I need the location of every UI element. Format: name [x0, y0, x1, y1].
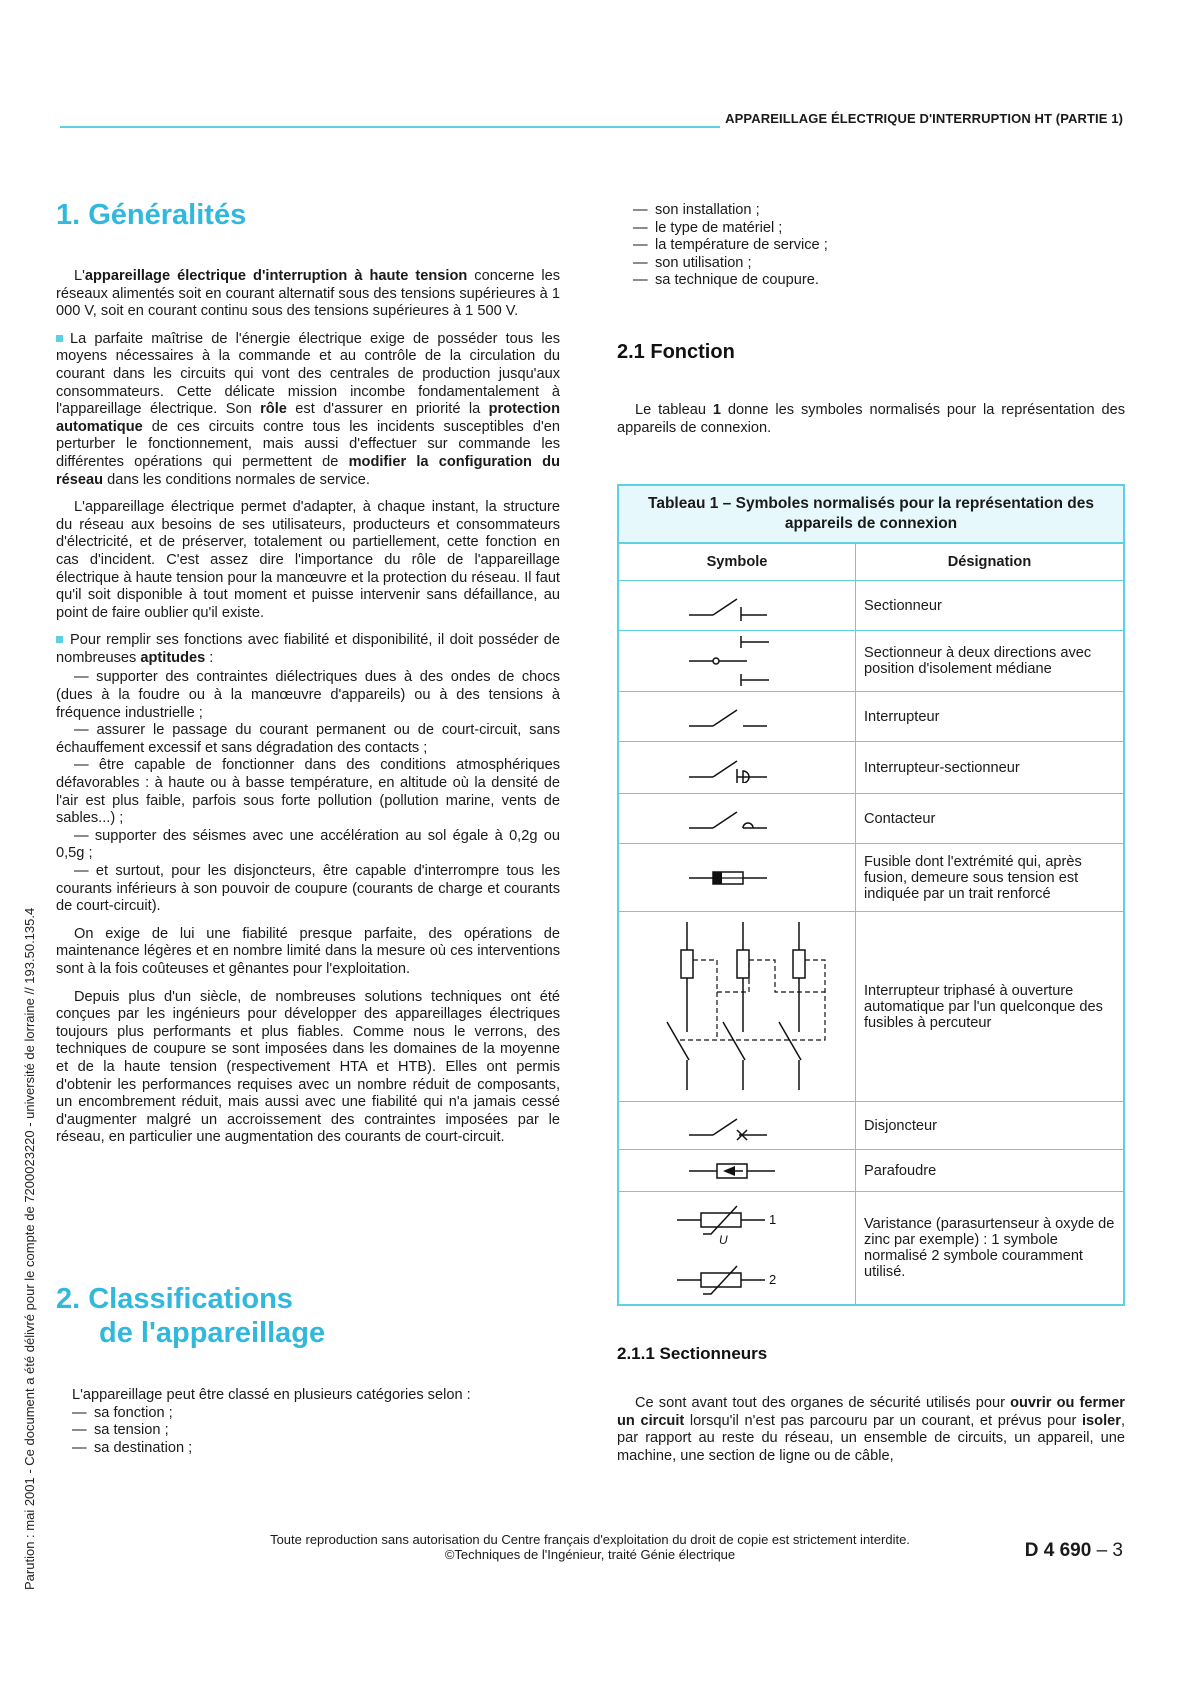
designation-cell: Disjoncteur	[856, 1102, 1124, 1150]
table-row	[619, 1150, 1123, 1192]
classification-intro: L'appareillage peut être classé en plusieurs catégories selon :	[72, 1387, 471, 1403]
table-row	[619, 631, 1123, 692]
sidebar-notice: Parution : mai 2001 - Ce document a été délivré pour le compte de 7200023220 - université de lorraine // 193.50.135.4	[22, 907, 37, 1590]
table-row	[619, 912, 1123, 1102]
section-1-title: 1. Généralités	[56, 199, 247, 231]
designation-cell: Interrupteur-sectionneur	[856, 742, 1124, 794]
table-row	[619, 742, 1123, 794]
designation-cell: Fusible dont l'extrémité qui, après fusion, demeure sous tension est indiquée par un trait renforcé	[856, 844, 1124, 912]
sectionneur-two-way-symbol	[687, 636, 787, 686]
designation-cell: Interrupteur triphasé à ouverture automatique par l'un quelconque des fusibles à percuteur	[856, 912, 1124, 1102]
section-2-1-text	[617, 402, 1125, 447]
fonction-paragraph: Le tableau 1 donne les symboles normalisés pour la représentation des appareils de connexion.	[617, 402, 1125, 436]
classification-block	[72, 1387, 560, 1457]
table-title: Tableau 1 – Symboles normalisés pour la représentation des appareils de connexion	[619, 486, 1123, 544]
designation-cell: Contacteur	[856, 794, 1124, 844]
page-reference: D 4 690 – 3	[1024, 1540, 1123, 1561]
table-row	[619, 794, 1123, 844]
list-item: — être capable de fonctionner dans des conditions atmosphériques défavorables : à haute ou à basse température, en altitude où la densité de l'air est plus faible, parfois sous forte pollution (pollution marine, vents de sables...) ;	[56, 757, 560, 827]
designation-cell: Interrupteur	[856, 692, 1124, 742]
list-item: — la température de service ;	[633, 237, 828, 254]
section-2-title: 2. Classifications de l'appareillage	[56, 1283, 326, 1349]
bullet-square	[56, 636, 63, 643]
running-header: APPAREILLAGE ÉLECTRIQUE D'INTERRUPTION HT (PARTIE 1)	[725, 111, 1123, 126]
paragraph-adapt: L'appareillage électrique permet d'adapter, à chaque instant, la structure du réseau aux besoins de ses utilisateurs, producteurs et consommateurs d'électricité, et de préserver, totalement ou partiellement, cette fonction en cas d'incident. C'est assez dire l'importance du rôle de l'appareillage électrique à haute tension pour la manœuvre et la protection du réseau. Il faut qu'il soit disponible à tout moment et puisse intervenir sans défaillance, au point de faire oublier qu'il existe.	[56, 499, 560, 621]
left-column	[56, 268, 560, 1157]
table-row	[619, 581, 1123, 631]
list-item: — supporter des séismes avec une accélération au sol égale à 0,2g ou 0,5g ;	[56, 827, 560, 862]
footer-copyright: Toute reproduction sans autorisation du Centre français d'exploitation du droit de copie est strictement interdite. ©Techniques de l'Ingénieur, traité Génie électrique	[270, 1532, 910, 1562]
section-2-1-1-title: 2.1.1 Sectionneurs	[617, 1344, 768, 1363]
disjoncteur-symbol	[687, 1111, 787, 1141]
symbols-table	[617, 484, 1125, 1306]
bullet-square	[56, 335, 63, 342]
interrupteur-triphase-symbol	[647, 922, 827, 1092]
varistor-u-label: U	[719, 1232, 728, 1247]
table-row	[619, 1192, 1123, 1304]
list-item: — son utilisation ;	[633, 254, 752, 271]
list-item: — et surtout, pour les disjoncteurs, être capable d'interrompre tous les courants inférieurs à son pouvoir de coupure (courants de charge et courants de court-circuit).	[56, 863, 560, 915]
paragraph-role: La parfaite maîtrise de l'énergie électrique exige de posséder tous les moyens nécessaires à la commande et au contrôle de la circulation du courant dans les circuits qui vont des centrales de production jusqu'aux consommateurs. Cette délicate mission incombe fondamentalement à l'appareillage électrique. Son rôle est d'assurer en priorité la protection automatique de ces circuits contre tous les incidents susceptibles d'en perturber le fonctionnement, mais aussi d'effectuer sur commande les différentes opérations qui permettent de modifier la configuration du réseau dans les conditions normales de service.	[56, 330, 560, 488]
interrupteur-sectionneur-symbol	[687, 753, 787, 783]
fusible-symbol	[687, 863, 787, 893]
varistor-label-2: 2	[769, 1271, 777, 1287]
list-item: — supporter des contraintes diélectriques dues à des ondes de chocs (dues à la foudre ou à la manœuvre d'appareils) ou à des tensions à fréquence industrielle ;	[56, 669, 560, 721]
paragraph-reliability: On exige de lui une fiabilité presque parfaite, des opérations de maintenance légères et en nombre limité dans la mesure où ces interventions sont à la fois coûteuses et gênantes pour l'exploitation.	[56, 925, 560, 977]
list-item: — sa technique de coupure.	[633, 272, 819, 289]
list-item: — assurer le passage du courant permanent ou de court-circuit, sans échauffement excessif et sans dégradation des contacts ;	[56, 722, 560, 756]
parafoudre-symbol	[687, 1159, 787, 1183]
intro-paragraph: L'appareillage électrique d'interruption à haute tension concerne les réseaux alimentés soit en courant alternatif sous des tensions supérieures à 1 000 V, soit en courant continu sous des tensions supérieures à 1 500 V.	[56, 268, 560, 320]
sectionneurs-paragraph: Ce sont avant tout des organes de sécurité utilisés pour ouvrir ou fermer un circuit lorsqu'il n'est pas parcouru par un courant, et prévus pour isoler, par rapport au reste du réseau, un ensemble de circuits, un appareil, une machine, une section de ligne ou de câble,	[617, 1395, 1125, 1464]
designation-cell: Sectionneur	[856, 581, 1124, 631]
paragraph-history: Depuis plus d'un siècle, de nombreuses solutions techniques ont été conçues par les ingénieurs pour développer des appareillages électriques toujours plus performants et plus fiables. Comme nous le verrons, des techniques de coupure se sont imposées dans les domaines de la moyenne et de la haute tension (respectivement HTA et HTB). Elles ont permis d'obtenir les performances requises avec un nombre réduit de composants, un encombrement réduit, mais aussi avec une fiabilité qui n'a jamais cessé d'augmenter malgré un accroissement des contraintes imposées par le réseau, en particulier une augmentation des courants de court-circuit.	[56, 988, 560, 1146]
interrupteur-symbol	[687, 702, 787, 732]
varistance-symbol	[677, 1198, 797, 1298]
classification-list-left	[72, 1405, 560, 1458]
section-2-1-1-text	[617, 1395, 1125, 1475]
aptitudes-list	[56, 669, 560, 915]
list-item: — sa destination ;	[72, 1439, 193, 1456]
varistor-label-1: 1	[769, 1211, 777, 1227]
designation-cell: Parafoudre	[856, 1150, 1124, 1192]
column-header-designation: Désignation	[856, 544, 1124, 581]
section-2-1-title: 2.1 Fonction	[617, 341, 735, 363]
classification-list-right	[633, 202, 1113, 290]
header-rule	[60, 126, 720, 128]
designation-cell: Sectionneur à deux directions avec position d'isolement médiane	[856, 631, 1124, 692]
list-item: — sa tension ;	[72, 1422, 169, 1439]
list-item: — son installation ;	[633, 202, 760, 218]
classification-list-right-block	[633, 202, 1113, 290]
table-header-row	[619, 544, 1123, 581]
paragraph-aptitudes: Pour remplir ses fonctions avec fiabilité et disponibilité, il doit posséder de nombreuses aptitudes :	[56, 632, 560, 666]
table-row	[619, 844, 1123, 912]
sectionneur-symbol	[687, 591, 787, 621]
list-item: — le type de matériel ;	[633, 219, 783, 236]
list-item: — sa fonction ;	[72, 1404, 173, 1421]
column-header-symbol: Symbole	[619, 544, 856, 581]
designation-cell: Varistance (parasurtenseur à oxyde de zinc par exemple) : 1 symbole normalisé 2 symbole couramment utilisé.	[856, 1192, 1124, 1304]
table-row	[619, 692, 1123, 742]
contacteur-symbol	[687, 804, 787, 834]
table-row	[619, 1102, 1123, 1150]
